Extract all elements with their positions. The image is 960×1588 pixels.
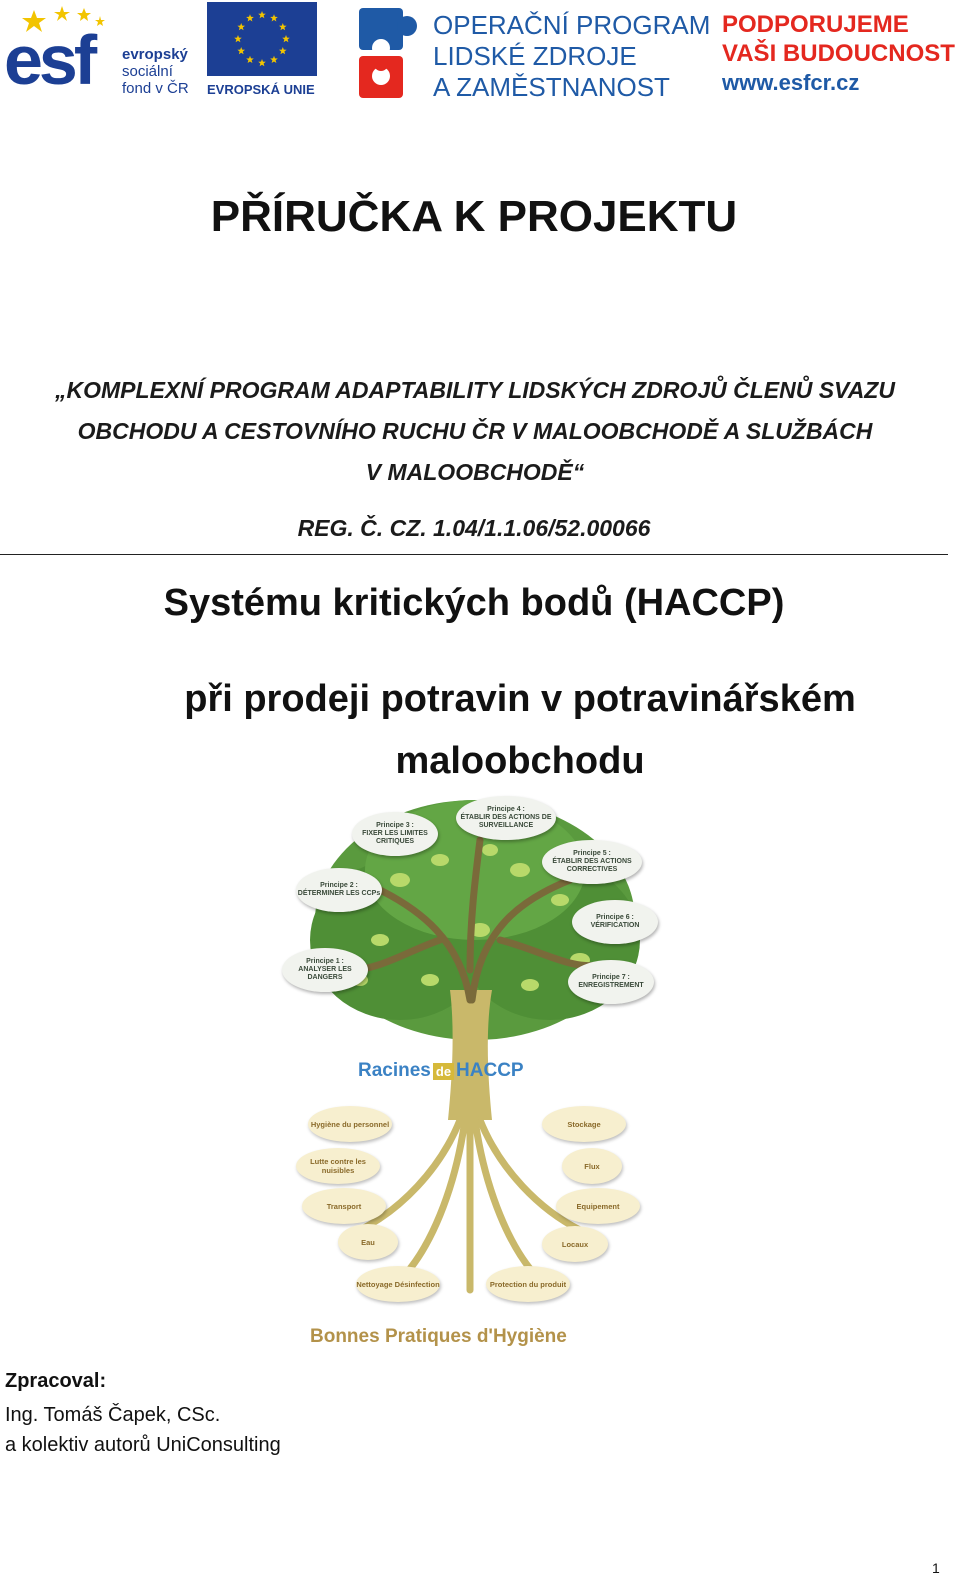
root-bubble [542, 1106, 626, 1142]
root-bubble [556, 1188, 640, 1224]
program-line1: „KOMPLEXNÍ PROGRAM ADAPTABILITY LIDSKÝCH ZDROJŮ ČLENŮ SVAZU [55, 377, 895, 403]
root-label: Locaux [561, 1239, 589, 1249]
page-number: 1 [932, 1560, 940, 1576]
root-label: Lutte contre les nuisibles [310, 1157, 366, 1175]
root-bubble [562, 1148, 622, 1184]
principle-title: Principe 3 : [376, 822, 414, 829]
racines-suffix: HACCP [456, 1060, 524, 1081]
root-bubble [486, 1266, 570, 1302]
eu-star [246, 14, 254, 21]
prepared-by-label: Zpracoval: [5, 1370, 107, 1392]
root-label: Equipement [576, 1201, 620, 1211]
eu-star [237, 47, 245, 54]
program-line2: OBCHODU A CESTOVNÍHO RUCHU ČR V MALOOBCHODĚ A SLUŽBÁCH [77, 418, 873, 444]
principle-text: ÉTABLIR DES ACTIONS CORRECTIVES [552, 858, 632, 873]
principle-title: Principe 1 : [306, 958, 344, 965]
pod-line1: PODPORUJEME [722, 11, 909, 38]
subtitle-retail-line2: maloobchodu [395, 740, 645, 782]
principle-title: Principe 2 : [320, 882, 358, 889]
eu-star [270, 56, 278, 63]
eu-stars-icon [207, 2, 317, 76]
eu-star [237, 23, 245, 30]
bonnes-pratiques-label: Bonnes Pratiques d'Hygiène [310, 1326, 567, 1347]
root-bubble [356, 1266, 440, 1302]
root-label: Flux [584, 1161, 600, 1171]
esf-line1: evropský [122, 46, 188, 63]
eu-star [258, 11, 266, 18]
eu-star [270, 14, 278, 21]
root-label: Nettoyage Désinfection [356, 1279, 440, 1289]
principle-title: Principe 7 : [592, 974, 630, 981]
op-logo [355, 0, 711, 105]
page-title: PŘÍRUČKA K PROJEKTU [210, 192, 738, 241]
puzzle-person-icon [355, 2, 425, 102]
eu-flag [207, 2, 317, 76]
principle-bubble [572, 900, 658, 944]
root-bubble [338, 1224, 398, 1260]
racines-de: de [433, 1063, 454, 1080]
esf-line2: sociální [122, 63, 173, 80]
eu-star [246, 56, 254, 63]
eu-star [279, 47, 287, 54]
op-text [433, 10, 710, 103]
root-bubble [302, 1188, 386, 1224]
root-label: Protection du produit [489, 1279, 567, 1289]
program-name [30, 370, 920, 493]
haccp-tree-illustration [280, 790, 660, 1360]
racines-label [358, 1060, 524, 1082]
principle-title: Principe 6 : [596, 914, 634, 921]
logo-header [0, 0, 960, 110]
subtitle-haccp: Systému kritických bodů (HACCP) [163, 582, 785, 624]
esf-logo [0, 2, 200, 102]
esf-line3: fond v ČR [122, 80, 189, 97]
eu-star [234, 35, 242, 42]
op-line3: A ZAMĚSTNANOST [433, 72, 670, 102]
principle-bubble [282, 948, 368, 992]
principle-text: DÉTERMINER LES CCPs [297, 890, 381, 897]
root-label: Transport [326, 1201, 362, 1211]
divider [0, 554, 948, 555]
eu-label: EVROPSKÁ UNIE [207, 82, 315, 97]
author-name: Ing. Tomáš Čapek, CSc. [5, 1404, 221, 1426]
principle-bubble [456, 796, 556, 840]
eu-star [282, 35, 290, 42]
principle-text: FIXER LES LIMITES CRITIQUES [362, 830, 428, 845]
root-label: Stockage [567, 1119, 601, 1129]
principle-text: ÉTABLIR DES ACTIONS DE SURVEILLANCE [460, 814, 552, 829]
registration-number: REG. Č. CZ. 1.04/1.1.06/52.00066 [297, 515, 651, 541]
program-line3: V MALOOBCHODĚ“ [365, 459, 585, 485]
eu-star [279, 23, 287, 30]
subtitle-retail [140, 668, 900, 792]
principle-bubble [296, 868, 382, 912]
root-label: Hygiène du personnel [310, 1119, 390, 1129]
pod-url: www.esfcr.cz [722, 70, 860, 95]
author-team: a kolektiv autorů UniConsulting [5, 1434, 281, 1456]
subtitle-retail-line1: při prodeji potravin v potravinářském [184, 678, 856, 720]
op-line2: LIDSKÉ ZDROJE [433, 41, 637, 71]
esf-text [122, 46, 189, 97]
eu-logo [207, 2, 319, 102]
root-bubble [296, 1148, 380, 1184]
principle-title: Principe 5 : [573, 850, 611, 857]
pod-line2: VAŠI BUDOUCNOST [722, 40, 955, 67]
principle-text: ENREGISTREMENT [578, 982, 644, 989]
op-line1: OPERAČNÍ PROGRAM [433, 10, 711, 40]
racines-prefix: Racines [358, 1060, 431, 1081]
root-label: Eau [361, 1237, 375, 1247]
principle-title: Principe 4 : [487, 806, 525, 813]
principle-text: VÉRIFICATION [590, 922, 640, 929]
root-bubble [308, 1106, 392, 1142]
principle-bubble [542, 840, 642, 884]
esf-letters: esf [4, 21, 94, 99]
eu-star [258, 59, 266, 66]
principle-bubble [568, 960, 654, 1004]
principle-bubble [352, 812, 438, 856]
principle-text: ANALYSER LES DANGERS [298, 966, 352, 981]
root-bubble [542, 1226, 608, 1262]
podporujeme-logo [722, 10, 960, 98]
